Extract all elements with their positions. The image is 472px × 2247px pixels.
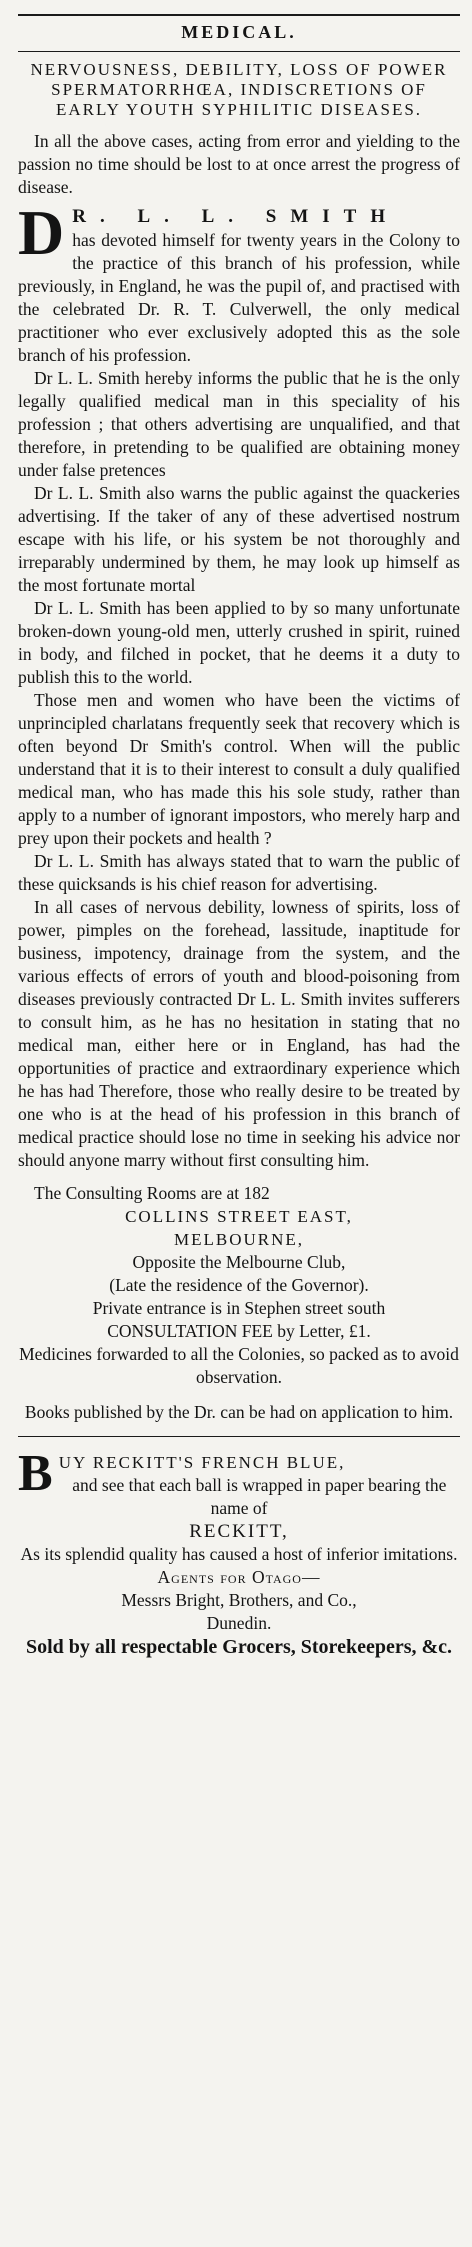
intro-paragraph: In all the above cases, acting from error and yielding to the passion no time should be lost to at once arrest the progress of disease. [18,131,460,197]
reckitt-brand: RECKITT, [189,1521,289,1542]
reckitt-line1: UY RECKITT'S FRENCH BLUE, [58,1453,346,1472]
ad-divider-rule [18,1436,460,1437]
sold-by-line: Sold by all respectable Grocers, Storekeepers, &c. [25,1636,453,1658]
reckitt-line3: As its splendid quality has caused a host of inferior imitations. [20,1544,458,1564]
body-paragraph: Dr L. L. Smith hereby informs the public that he is the only legally qualified medical man in this speciality of his profession ; that others advertising are unqualified, and that therefore, in pretending to be qualified are obtaining money under false pretences [18,368,460,480]
agent-name: Messrs Bright, Brothers, and Co., [121,1590,357,1610]
dropcap-letter: D [18,205,65,268]
dropcap-paragraph: has devoted himself for twenty years in the Colony to the practice of this branch of his profession, while previously, in England, he was the pupil of, and practised with the celebrated Dr. R. T. Culverwell, the only medical practitioner who ever exclusively adopted this as the sole branch of his profession. [18,230,460,365]
reckitt-advertisement [18,1451,460,1659]
body-paragraph: In all cases of nervous debility, lowness of spirits, loss of power, pimples on the forehead, lassitude, inaptitude for business, impotency, drainage from the system, and the various effects of errors of youth and blood-poisoning from diseases previously contracted Dr L. L. Smith invites sufferers to consult him, as he has no hesitation in stating that no medical man, either here or in England, has had the opportunities of practice and extraordinary experience which he has had Therefore, those who really desire to be treated by one who is at the head of his profession in this branch of medical practice should lose no time in seeking his advice nor should anyone marry without first consulting him. [18,897,460,1170]
reckitt-head [18,1451,460,1520]
body-paragraph: Dr L. L. Smith has always stated that to warn the public of these quicksands is his chief reason for advertising. [18,851,460,894]
consulting-rooms-line: The Consulting Rooms are at 182 [34,1183,270,1203]
private-entrance-line: Private entrance is in Stephen street south [92,1298,386,1318]
consultation-fee-line: CONSULTATION FEE by Letter, £1. [107,1321,371,1341]
section-rule [18,51,460,52]
agents-label: Agents for Otago— [157,1567,321,1587]
reckitt-dropcap: B [18,1451,53,1502]
street-address: COLLINS STREET EAST, [125,1207,353,1226]
body-paragraph: Dr L. L. Smith has been applied to by so many unfortunate broken-down young-old men, utterly crushed in spirit, ruined in body, and filched in pocket, that he deems it a duty to publish this to the world. [18,598,460,687]
top-rule [18,14,460,16]
reckitt-line2: and see that each ball is wrapped in paper bearing the name of [72,1475,447,1518]
dropcap-block [18,205,460,367]
body-paragraph: Those men and women who have been the victims of unprincipled charlatans frequently seek that recovery which is often beyond Dr Smith's control. When will the public understand that it is to their interest to consult a duly qualified medical man, who has made this his sole study, rather than apply to a number of ignorant impostors, who merely harp and prey upon their pockets and health ? [18,690,460,848]
smith-advertisement [18,60,460,1424]
body-paragraph: Dr L. L. Smith also warns the public against the quackeries advertising. If the taker of any of these advertised nostrum escape with his life, or his system be not thoroughly and irreparably undermined by them, he may look up himself as the most fortunate mortal [18,483,460,595]
ad-headline: NERVOUSNESS, DEBILITY, LOSS OF POWER SPERMATORRHŒA, INDISCRETIONS OF EARLY YOUTH SYPHILITIC DISEASES. [30,60,448,119]
section-title: MEDICAL. [181,22,297,42]
late-residence-line: (Late the residence of the Governor). [109,1275,369,1295]
agent-city: Dunedin. [206,1613,272,1633]
books-line: Books published by the Dr. can be had on application to him. [24,1402,454,1422]
doctor-name-line: R. L. L. SMITH [72,206,400,227]
city-name: MELBOURNE, [173,1230,305,1249]
medicines-line: Medicines forwarded to all the Colonies, so packed as to avoid observation. [19,1344,459,1387]
opposite-line: Opposite the Melbourne Club, [132,1252,346,1272]
